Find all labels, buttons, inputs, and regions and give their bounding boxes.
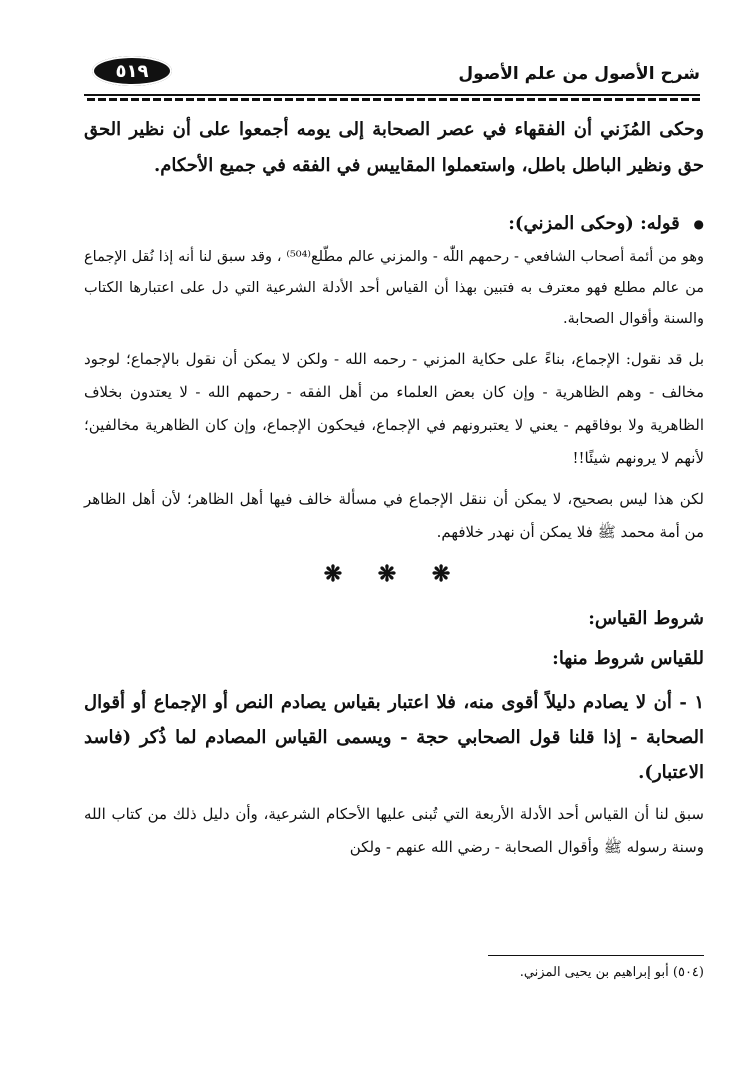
section-title: شروط القياس: — [588, 608, 704, 629]
section-subtitle: للقياس شروط منها: — [552, 648, 704, 669]
commentary-label: قوله: (وحكى المزني): — [508, 213, 680, 234]
page-number-badge: ٥١٩ — [92, 56, 172, 86]
footnote: (٥٠٤) أبو إبراهيم بن يحيى المزني. — [519, 965, 704, 980]
paragraph-analogy-evidence: سبق لنا أن القياس أحد الأدلة الأربعة التي تُبنى عليها الأحكام الشرعية، وأن دليل ذلك من كتاب الله وسنة رسوله ﷺ وأقوال الصحابة - رضي الله عنهم - ولكن — [84, 805, 704, 856]
paragraph-muzani-scholar: وهو من أئمة أصحاب الشافعي - رحمهم اللّٰه - والمزني عالم مطّلع⁽⁵⁰⁴⁾ ، وقد سبق لنا أنه إذا نُقل الإجماع من عالم مطلع فهو معترف به فتبين بهذا أن القياس أحد الأدلة الشرعية التي دل على اعتبارها الكتاب والسنة وأقوال الصحابة. — [84, 249, 704, 327]
page-header — [84, 54, 700, 90]
header-rule — [84, 94, 700, 102]
paragraph-muzani-report: وحكى المُزَني أن الفقهاء في عصر الصحابة إلى يومه أجمعوا على أن نظير الحق حق ونظير الباطل باطل، واستعملوا المقاييس في الفقه في جميع الأحكام. — [84, 119, 704, 176]
commentary-heading — [84, 206, 704, 242]
page-body — [84, 112, 704, 864]
paragraph-condition-one: ١ - أن لا يصادم دليلاً أقوى منه، فلا اعتبار بقياس يصادم النص أو الإجماع أو أقوال الصحابة - إذا قلنا قول الصحابي حجة - ويسمى القياس المصادم لما ذُكر (فاسد الاعتبار). — [84, 692, 704, 783]
section-divider-stars: ❋ ❋ ❋ — [323, 561, 465, 587]
running-title: شرح الأصول من علم الأصول — [458, 64, 700, 84]
footnote-separator — [488, 955, 704, 956]
paragraph-zahiri-opinion: لكن هذا ليس بصحيح، لا يمكن أن ننقل الإجماع في مسألة خالف فيها أهل الظاهر؛ لأن أهل الظاهر من أمة محمد ﷺ فلا يمكن أن نهدر خلافهم. — [84, 490, 704, 541]
bullet-icon: ● — [693, 217, 704, 231]
paragraph-consensus-dispute: بل قد نقول: الإجماع، بناءً على حكاية المزني - رحمه الله - ولكن لا يمكن أن نقول بالإجماع؛ لوجود مخالف - وهم الظاهرية - وإن كان بعض العلماء من أهل الفقه - رحمهم الله - لا يعتدون بخلاف الظاهرية ولا بوفاقهم - يعني لا يعتبرونهم في الإجماع، فيحكون الإجماع، وإن كان الظاهرية مخالفين؛ لأنهم لا يرونهم شيئًا!! — [84, 350, 704, 467]
